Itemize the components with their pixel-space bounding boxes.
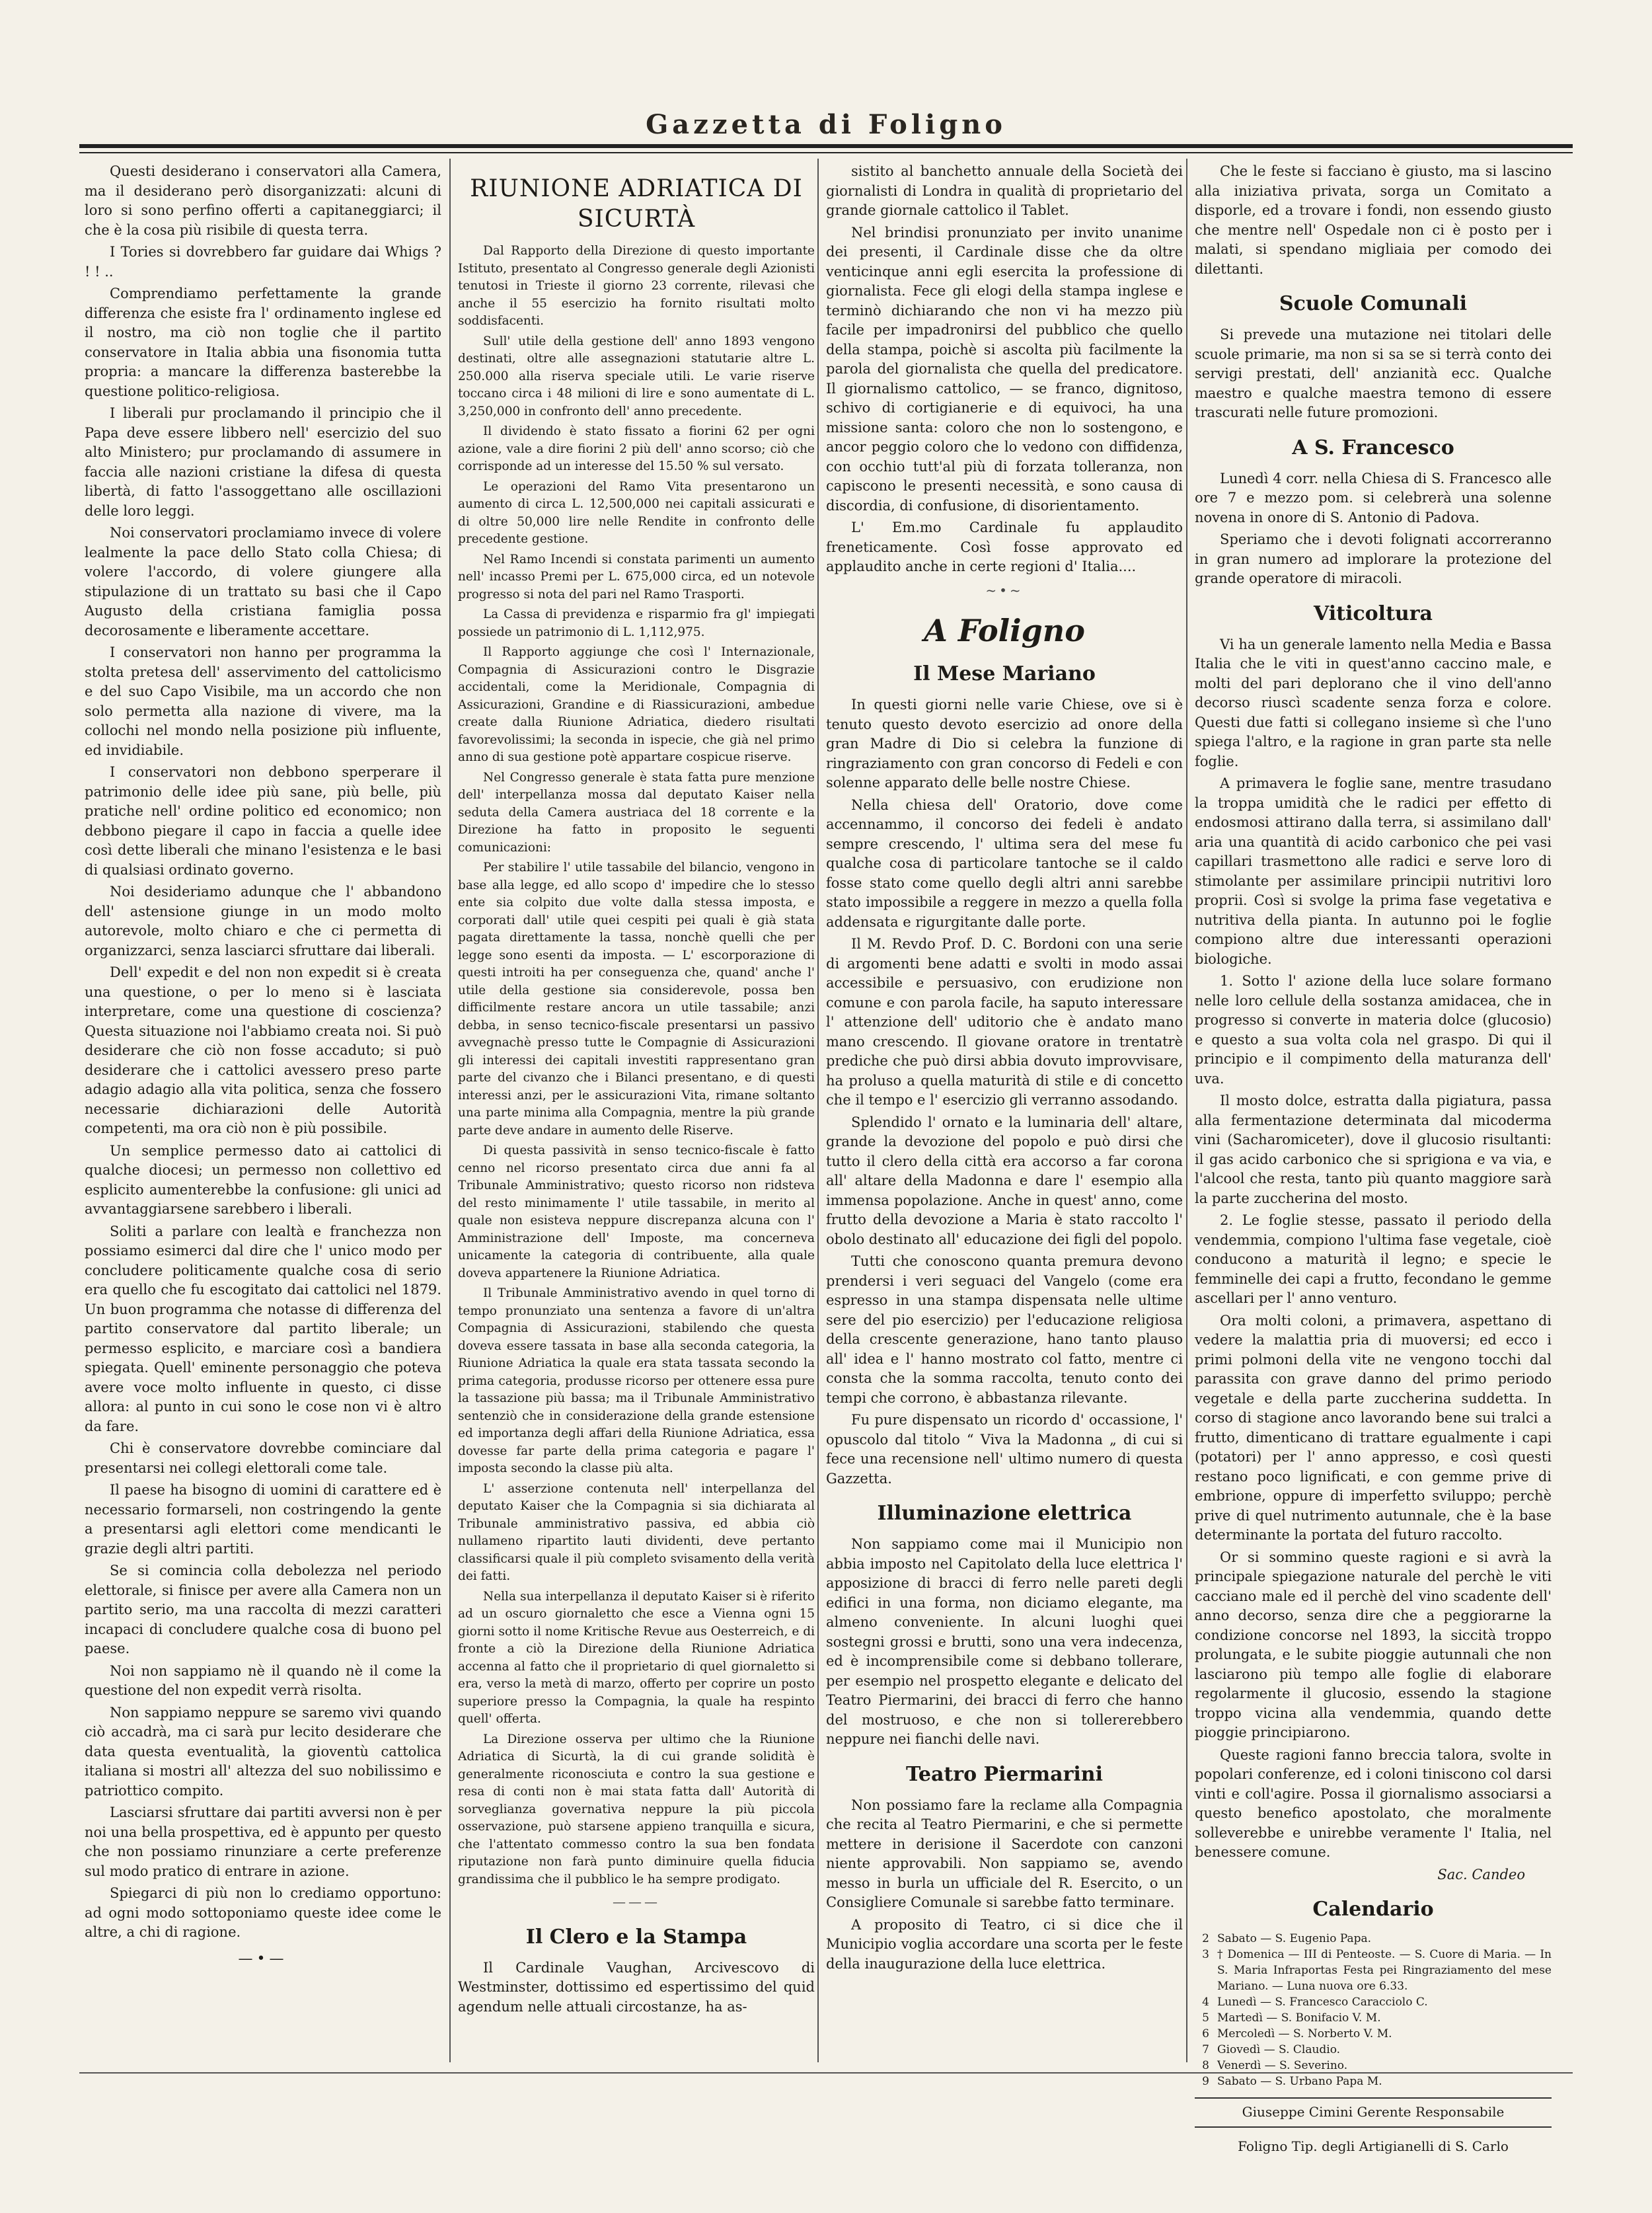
paragraph: Il mosto dolce, estratta dalla pigiatura, passa alla fermentazione determinata dal micoderma vini (Sacharomiceter), dove il glucosio risultanti: il gas acido carbonico che si sprigiona e va via, e l'alcool che resta, tanto più quanto maggiore sarà la parte zuccherina del mosto. xyxy=(1195,1093,1552,1206)
paragraph: Le operazioni del Ramo Vita presentarono un aumento di circa L. 12,500,000 nei capitali assicurati e di oltre 50,000 lire nelle Rendite in confronto delle precedente gestione. xyxy=(458,479,815,546)
paragraph: Sull' utile della gestione dell' anno 1893 vengono destinati, oltre alle assegnazioni statutarie altre L. 250.000 alla riserva speciale utili. Le varie riserve toccano circa i 48 milioni di lire e sono aumentate di L. 3,250,000 in confronto dell' anno precedente. xyxy=(458,334,815,418)
paragraph: Per stabilire l' utile tassabile del bilancio, vengono in base alla legge, ed allo scopo d' impedire che lo stesso ente sia colpito due volte dalla stessa imposta, e corporati dall' utile quei cespiti pei quali è già stata pagata direttamente la tassa, nonchè quelli che per legge sono esenti da imposta. — L' escorporazione di questi introiti ha per conseguenza che, quand' anche l' utile della gestione sia considerevole, possa ben difficilmente restare ancora un utile tassabile; anzi debba, in senso tecnico-fiscale presentarsi un passivo avvegnachè presso tutte le Compagnie di Assicurazioni gli interessi dei capitali investiti rappresentano gran parte del civanzo che i Bilanci presentano, e di questi interessi anzi, per le assicurazioni Vita, rimane soltanto una parte minima alla Compagnia, mentre la più grande parte deve andare in aumento delle Riserve. xyxy=(458,861,815,1138)
paragraph: Il dividendo è stato fissato a fiorini 62 per ogni azione, vale a dire fiorini 2 più dell' anno scorso; ciò che corrisponde ad un interesse del 15.50 % sul versato. xyxy=(458,424,815,473)
paragraph: Dal Rapporto della Direzione di questo importante Istituto, presentato al Congresso generale degli Azionisti tenutosi in Trieste il giorno 23 corrente, rilevasi che anche il 55 esercizio ha fornito risultati molto soddisfacenti. xyxy=(458,244,815,328)
paragraph: 1. Sotto l' azione della luce solare formano nelle loro cellule della sostanza amidacea, che in progresso si converte in materia dolce (glucosio) e questo a sua volta cola nel graspo. Di qui il principio e il compimento della maturanza dell' uva. xyxy=(1195,973,1552,1087)
paragraph: Non sappiamo neppure se saremo vivi quando ciò accadrà, ma ci sarà pur lecito desiderare che data questa eventualità, la gioventù cattolica italiana si mostri all' altezza del suo nobilissimo e patriottico compito. xyxy=(85,1704,441,1799)
paragraph: Il M. Revdo Prof. D. C. Bordoni con una serie di argomenti bene adatti e svolti in modo assai accessibile e persuasivo, con erudizione non comune e con parola facile, ha saputo interessare l' attenzione dell' uditorio che è andato mano mano crescendo. Il giovane oratore in trentatrè prediche che può dirsi abbia dovuto improvvisare, ha proluso a quella maturità di stile e di concetto che il tempo e l' esercizio gli verranno assodando. xyxy=(826,936,1183,1108)
paragraph: I conservatori non debbono sperperare il patrimonio delle idee più sane, più belle, più pratiche nell' ordine politico ed economico; non debbono piegare il capo in faccia a quelle idee così dette liberali che minano l'esistenza e le basi di qualsiasi ordinato governo. xyxy=(85,764,441,878)
manager-line: Giuseppe Cimini Gerente Responsabile xyxy=(1195,2097,1552,2128)
signature: Sac. Candeo xyxy=(1437,1866,1525,1883)
calendar-entry xyxy=(1195,1947,1552,1994)
masthead: Gazzetta di Foligno xyxy=(646,109,1006,140)
paragraph: 2. Le foglie stesse, passato il periodo della vendemmia, compiono l'ultima fase vegetale, cioè conducono a maturità il legno; e specie le femminelle dei capi a frutto, fecondano le gemme ascellari per l' anno venturo. xyxy=(1195,1212,1552,1306)
paragraph: Il Rapporto aggiunge che così l' Internazionale, Compagnia di Assicurazioni contro le Disgrazie accidentali, come la Meridionale, Compagnia di Assicurazioni, Grandine e di Riassicurazioni, ambedue create dalla Riunione Adriatica, diedero risultati favorevolissimi; la seconda in ispecie, che già nel primo anno di sua gestione potè appartare cospicue riserve. xyxy=(458,645,815,764)
paragraph: Or si sommino queste ragioni e si avrà la principale spiegazione naturale del perchè le viti cacciano male ed il perchè del vino scadente dell' anno decorso, senza dire che a peggiorarne la condizione concorse nel 1893, la siccità troppo prolungata, e le subite pioggie autunnali che non lasciarono più tempo alle foglie di elaborare regolarmente il glucosio, essendo la stagione troppo vicina alla vendemmia, quando dette pioggie principiarono. xyxy=(1195,1549,1552,1740)
bottom-rule xyxy=(79,2072,1573,2074)
paragraph: Tutti che conoscono quanta premura devono prendersi i veri seguaci del Vangelo (come era espresso in una stampa dispensata nelle ultime sere del pio esercizio) per l'educazione religiosa della crescente generazione, hano tanto plauso all' idea e l' hanno mostrato col fatto, mentre ci consta che la somma raccolta, tenuto conto dei tempi che corrono, è abbastanza rilevante. xyxy=(826,1253,1183,1406)
paragraph: sistito al banchetto annuale della Società dei giornalisti di Londra in qualità di proprietario del grande giornale cattolico il Tablet. xyxy=(826,163,1183,218)
article-title: Teatro Piermarini xyxy=(906,1762,1103,1786)
calendar-text: Venerdì — S. Severino. xyxy=(1217,2059,1348,2072)
paragraph: A primavera le foglie sane, mentre trasudano la troppa umidità che le radici per effetto di endosmosi attirano dalla terra, si assimilano dall' aria una quantità di acido carbonico che pei vasi capillari trasmettono alle radici e serve loro di stimolante per assimilare principii nutritivi loro proprii. Così si svolge la prima fase vegetativa e nutritiva della pianta. In autunno poi le foglie compiono altre due interessanti operazioni biologiche. xyxy=(1195,775,1552,967)
paragraph: Questi desiderano i conservatori alla Camera, ma il desiderano però disorganizzati: alcuni di loro si sono perfino offerti a capitaneggiarci; il che è la cosa più risibile di questa terra. xyxy=(85,163,441,238)
column-3 xyxy=(826,162,1183,2079)
paragraph: In questi giorni nelle varie Chiese, ove si è tenuto questo devoto esercizio ad onore della gran Madre di Dio si celebra la funzione di ringraziamento con gran concorso di Fedeli e con solenne apparato delle belle nostre Chiese. xyxy=(826,697,1183,791)
section-title: A Foligno xyxy=(924,613,1085,648)
calendar-day: 5 xyxy=(1202,2011,1209,2025)
masthead-rule xyxy=(79,144,1573,153)
paragraph: I liberali pur proclamando il principio che il Papa deve essere libbero nell' esercizio del suo alto Ministero; pur proclamando di assumere in faccia alle nazioni cristiane la difesa di questa libertà, di fatto l'assoggettano alle oscillazioni delle loro leggi. xyxy=(85,405,441,519)
calendar-day: 9 xyxy=(1202,2075,1209,2088)
column-rule xyxy=(817,159,819,2062)
paragraph: Il paese ha bisogno di uomini di carattere ed è necessario formarseli, non costringendo la gente a presentarsi agli elettori come mendicanti le grazie degli altri partiti. xyxy=(85,1482,441,1557)
end-ornament: —•— xyxy=(238,1950,288,1967)
paragraph: Nella sua interpellanza il deputato Kaiser si è riferito ad un oscuro giornaletto che esce a Vienna ogni 15 giorni sotto il nome Kritische Revue aus Oesterreich, e di fronte a ciò la Direzione della Riunione Adriatica accenna al fatto che il proprietario di quel giornaletto si era, verso la metà di marzo, offerto per coprire un posto superiore presso la Compagnia, la quale ha respinto quell' offerta. xyxy=(458,1589,815,1726)
calendar-text: Giovedì — S. Claudio. xyxy=(1217,2043,1341,2056)
paragraph: Un semplice permesso dato ai cattolici di qualche diocesi; un permesso non collettivo ed esplicito aumenterebbe la confusione: gli unici ad avvantaggiarsene sarebbero i liberali. xyxy=(85,1142,441,1217)
calendar-day: 4 xyxy=(1202,1996,1209,2009)
article-title: A S. Francesco xyxy=(1292,436,1454,459)
paragraph: L' asserzione contenuta nell' interpellanza del deputato Kaiser che la Compagnia si sia dichiarata al Tribunale amministrativo passiva, ed abbia ciò nullameno ripartito lauti dividenti, deve pertanto classificarsi quale il più completo svisamento della verità dei fatti. xyxy=(458,1481,815,1583)
column-rule xyxy=(1186,159,1187,2062)
calendar-text: Sabato — S. Eugenio Papa. xyxy=(1217,1932,1372,1945)
paragraph: Fu pure dispensato un ricordo d' occassione, l' opuscolo dal titolo “ Viva la Madonna „ di cui si fece una recensione nell' ultimo numero di questa Gazzetta. xyxy=(826,1412,1183,1487)
paragraph: Lunedì 4 corr. nella Chiesa di S. Francesco alle ore 7 e mezzo pom. si celebrerà una solenne novena in onore di S. Antonio di Padova. xyxy=(1195,470,1552,525)
paragraph: Ora molti coloni, a primavera, aspettano di vedere la malattia pria di muoversi; ed ecco i primi polmoni della vite ne vengono tocchi dal parassita con grave danno del primo periodo vegetale e della parte zuccherina suddetta. In corso di stagione anco lavorando bene sui tralci a frutto, dimenticano di trattare egualmente i capi (potatori) per l' anno appresso, e così questi restano poco lignificati, e con gemme prive di embrione, oppure di imperfetto sviluppo; perchè prive di quel nutrimento autunnale, che è la base determinante la portata del futuro raccolto. xyxy=(1195,1312,1552,1543)
paragraph: Nel brindisi pronunziato per invito unanime dei presenti, il Cardinale disse che da oltre venticinque anni egli esercita la professione di giornalista. Fece gli elogi della stampa inglese e terminò dichiarando che non vi ha mezzo più facile per impadronirsi del pubblico che quello della stampa, poichè si ascolta più facilmente la parola del giornalista che quella del predicatore. Il giornalismo cattolico, — se franco, dignitoso, schivo di cortigianerie e di equivoci, ha una missione santa: coloro che non lo sostengono, e ancor peggio coloro che lo vedono con diffidenza, con occhio tutt'al più di forzata tolleranza, non capiscono le presenti necessità, e sono causa di discordia, di confusione, di disorientamento. xyxy=(826,224,1183,514)
paragraph: Noi desideriamo adunque che l' abbandono dell' astensione giunge in un modo molto autorevole, molto chiaro e che ci permetta di organizzarci, senza lasciarci sfruttare dai liberali. xyxy=(85,884,441,958)
paragraph: Di questa passività in senso tecnico-fiscale è fatto cenno nel ricorso presentato circa due anni fa al Tribunale Amministrativo; questo ricorso non ridsteva del resto minimamente l' utile tassabile, in merito al quale non esisteva neppure discrepanza alcuna con l' Amministrazione dell' Imposte, ma concerneva unicamente la categoria di contribuente, alla quale doveva appartenere la Riunione Adriatica. xyxy=(458,1144,815,1280)
column-4 xyxy=(1195,162,1552,2154)
calendar-day: 2 xyxy=(1202,1932,1209,1945)
paragraph: Queste ragioni fanno breccia talora, svolte in popolari conferenze, ed i coloni tiniscono col darsi vinti e coll'agire. Possa il giornalismo associarsi a questo benefico apostolato, che moralmente solleverebbe e unirebbe veramente l' Italia, nel benessere comune. xyxy=(1195,1746,1552,1860)
calendar-day: 6 xyxy=(1202,2027,1209,2040)
paragraph: Noi non sappiamo nè il quando nè il come la questione del non expedit verrà risolta. xyxy=(85,1662,441,1698)
paragraph: Non sappiamo come mai il Municipio non abbia imposto nel Capitolato della luce elettrica l' apposizione di bracci di ferro nelle pareti degli edifici in una forma, non diciamo elegante, ma almeno conveniente. In alcuni luoghi quei sostegni grossi e brutti, sono una vera indecenza, ed è incomprensibile come si debbano tollerare, per esempio nel prospetto elegante e delicato del Teatro Piermarini, dei bracci di ferro che hanno del mostruoso, e che non si tollererebbero neppure nei fianchi delle navi. xyxy=(826,1536,1183,1747)
calendar-day: 8 xyxy=(1202,2059,1209,2072)
article-title: Illuminazione elettrica xyxy=(877,1502,1132,1525)
paragraph: I conservatori non hanno per programma la stolta pretesa dell' asservimento del cattolicismo e del suo Capo Visibile, ma un accordo che non solo permetta alla nazione di vivere, ma la collochi nel mondo nella posizione più influente, ed invidiabile. xyxy=(85,644,441,758)
calendar-entry xyxy=(1195,1931,1552,1947)
paragraph: Se si comincia colla debolezza nel periodo elettorale, si finisce per avere alla Camera non un partito serio, ma una raccolta di mezzi caratteri incapaci di concludere qualche cosa di buono pel paese. xyxy=(85,1563,441,1656)
calendar-text: Martedì — S. Bonifacio V. M. xyxy=(1217,2011,1381,2025)
paragraph: A proposito di Teatro, ci si dice che il Municipio voglia accordare una scorta per le feste della inaugurazione della luce elettrica. xyxy=(826,1916,1183,1972)
article-title: Scuole Comunali xyxy=(1279,292,1468,315)
calendar-entry xyxy=(1195,1994,1552,2010)
calendar-entry xyxy=(1195,2058,1552,2074)
paragraph: Speriamo che i devoti folignati accorreranno in gran numero ad implorare la protezione del grande operatore di miracoli. xyxy=(1195,531,1552,586)
paragraph: La Cassa di previdenza e risparmio fra gl' impiegati possiede un patrimonio di L. 1,112,975. xyxy=(458,607,815,639)
paragraph: Che le feste si facciano è giusto, ma si lascino alla iniziativa privata, sorga un Comitato a disporle, ed a trovare i fondi, non essendo giusto che mentre nell' Ospedale non ci è posto per i malati, si spendano migliaia per comodo dei dilettanti. xyxy=(1195,163,1552,277)
calendar-text: † Domenica — III di Penteoste. — S. Cuore di Maria. — In S. Maria Infraportas Festa pei Ringraziamento del mese Mariano. — Luna nuova ore 6.33. xyxy=(1217,1948,1552,1993)
paragraph: Noi conservatori proclamiamo invece di volere lealmente la pace dello Stato colla Chiesa; di volere l'accordo, di volere giungere alla stipulazione di un trattato su basi che il Capo Augusto della cristiana famiglia possa decorosamente e liberamente accettare. xyxy=(85,525,441,639)
calendar-text: Mercoledì — S. Norberto V. M. xyxy=(1217,2027,1392,2040)
printer-line: Foligno Tip. degli Artigianelli di S. Carlo xyxy=(1238,2138,1509,2154)
calendar-day: 7 xyxy=(1202,2043,1209,2056)
calendar-title: Calendario xyxy=(1312,1898,1434,1921)
paragraph: La Direzione osserva per ultimo che la Riunione Adriatica di Sicurtà, la di cui grande solidità è generalmente riconosciuta e contro la sua gestione e resa di conti non è mai stata fatta dall' Autorità di sorveglianza governativa neppure la più piccola osservazione, può starsene appieno tranquilla e sicura, che l'attentato commesso contro la sua ben fondata riputazione non farà punto diminuire quella fiducia grandissima che il pubblico le ha sempre prodigato. xyxy=(458,1732,815,1886)
calendar-list xyxy=(1195,1931,1552,2089)
calendar-entry xyxy=(1195,2026,1552,2042)
paragraph: Vi ha un generale lamento nella Media e Bassa Italia che le viti in quest'anno caccino male, e molti del pari deplorano che il vino dell'anno decorso riuscì scadente senza forza e colore. Questi due fatti si collegano insieme sì che l'uno spiega l'altro, e la ragione in gran parte sta nelle foglie. xyxy=(1195,636,1552,769)
paragraph: Dell' expedit e del non non expedit si è creata una questione, o per lo meno si è lasciata interpretare, come una questione di coscienza? Questa situazione noi l'abbiamo creata noi. Si può desiderare che ciò non fosse accaduto; si può desiderare che i cattolici avessero preso parte adagio adagio alla vita politica, senza che fossero necessarie dichiarazioni delle Autorità competenti, ma ora ciò non è più possibile. xyxy=(85,964,441,1136)
separator: ——— xyxy=(613,1894,660,1910)
paragraph: Soliti a parlare con lealtà e franchezza non possiamo esimerci dal dire che l' unico modo per concludere politicamente qualche cosa di serio era quello che fu escogitato dai cattolici nel 1879. Un buon programma che notasse di differenza del partito conservatore dal partito liberale; un permesso esplicito, e marciare così a bandiera spiegata. Quell' eminente personaggio che poteva avere voce molto influente in questo, ci disse allora: al punto in cui sono le cose non vi è altro da fare. xyxy=(85,1223,441,1434)
paragraph: Nel Ramo Incendi si constata parimenti un aumento nell' incasso Premi per L. 675,000 circa, ed un notevole progresso si nota del pari nel Ramo Trasporti. xyxy=(458,552,815,602)
paragraph: Spiegarci di più non lo crediamo opportuno: ad ogni modo sottoponiamo queste idee come le altre, a chi di ragione. xyxy=(85,1885,441,1940)
paragraph: Nel Congresso generale è stata fatta pure menzione dell' interpellanza mossa dal deputato Kaiser nella seduta della Camera austriaca del 18 corrente e la Direzione ha fatto in proposito le seguenti comunicazioni: xyxy=(458,770,815,855)
column-2 xyxy=(458,162,815,2079)
paragraph: Comprendiamo perfettamente la grande differenza che esiste fra l' ordinamento inglese ed il nostro, ma ciò non toglie che il partito conservatore in Italia abbia una fisonomia tutta propria: a mancare la differenza basterebbe la questione politico-religiosa. xyxy=(85,286,441,399)
paragraph: Splendido l' ornato e la luminaria dell' altare, grande la devozione del popolo e può dirsi che tutto il clero della città era accorso a far corona all' altare della Madonna e dare l' esempio alla immensa popolazione. Anche in quest' anno, come frutto della devozione a Maria è stato raccolto l' obolo destinato all' educazione dei figli del popolo. xyxy=(826,1114,1183,1247)
paragraph: Chi è conservatore dovrebbe cominciare dal presentarsi nei collegi elettorali come tale. xyxy=(85,1440,441,1476)
paragraph: Il Tribunale Amministrativo avendo in quel torno di tempo pronunziato una sentenza a favore di un'altra Compagnia di Assicurazioni, stabilendo che questa doveva essere tassata in base alla seconda categoria, la Riunione Adriatica la quale era stata tassata secondo la prima categoria, produsse ricorso per ottenere essa pure la tassazione più bassa; ma il Tribunale Amministrativo sentenziò che in considerazione della grande estensione ed importanza degli affari della Riunione Adriatica, essa dovesse far parte della prima categoria e pagare l' imposta secondo la classe più alta. xyxy=(458,1286,815,1475)
calendar-day: 3 xyxy=(1202,1948,1209,1961)
calendar-entry xyxy=(1195,2074,1552,2089)
calendar-entry xyxy=(1195,2010,1552,2026)
calendar-text: Sabato — S. Urbano Papa M. xyxy=(1217,2075,1382,2088)
paragraph: Il Cardinale Vaughan, Arcivescovo di Westminster, dottissimo ed espertissimo del quid agendum nelle attuali circostanze, ha as- xyxy=(458,1959,815,2015)
column-1 xyxy=(85,162,441,2079)
article-title: Viticoltura xyxy=(1314,602,1433,625)
calendar-entry xyxy=(1195,2042,1552,2058)
calendar-text: Lunedì — S. Francesco Caracciolo C. xyxy=(1217,1996,1428,2009)
article-title: Il Mese Mariano xyxy=(913,662,1096,685)
paragraph: Si prevede una mutazione nei titolari delle scuole primarie, ma non si sa se si terrà conto dei servigi prestati, dell' anzianità ecc. Qualche maestro e qualche maestra temono di essere trascurati nelle future promozioni. xyxy=(1195,327,1552,420)
paragraph: Non possiamo fare la reclame alla Compagnia che recita al Teatro Piermarini, e che si permette mettere in derisione il Sacerdote con canzoni niente approvabili. Non sappiamo se, avendo messo in burla un ufficiale del R. Esercito, o un Consigliere Comunale si sarebbe fatto terminare. xyxy=(826,1797,1183,1910)
paragraph: I Tories si dovrebbero far guidare dai Whigs ? ! ! .. xyxy=(85,244,441,280)
paragraph: L' Em.mo Cardinale fu applaudito freneticamente. Così fosse approvato ed applaudito anche in certe regioni d' Italia.... xyxy=(826,520,1183,574)
column-rule xyxy=(449,159,451,2062)
separator: ~•~ xyxy=(985,582,1024,598)
paragraph: Nella chiesa dell' Oratorio, dove come accennammo, il concorso dei fedeli è andato sempre crescendo, l' ultima sera del mese fu qualche cosa di particolare tantoche se il caldo fosse stato come quello degli altri anni sarebbe stato impossibile a reggere in mezzo a quella folla addensata e rigurgitante dalle porte. xyxy=(826,796,1183,930)
paragraph: Lasciarsi sfruttare dai partiti avversi non è per noi una bella prospettiva, ed è appunto per questo che non possiamo rinunziare a certe preferenze sul modo pratico di entrare in azione. xyxy=(85,1805,441,1879)
article-title: Il Clero e la Stampa xyxy=(525,1925,747,1949)
article-title: RIUNIONE ADRIATICA DI SICURTÀ xyxy=(470,175,803,233)
